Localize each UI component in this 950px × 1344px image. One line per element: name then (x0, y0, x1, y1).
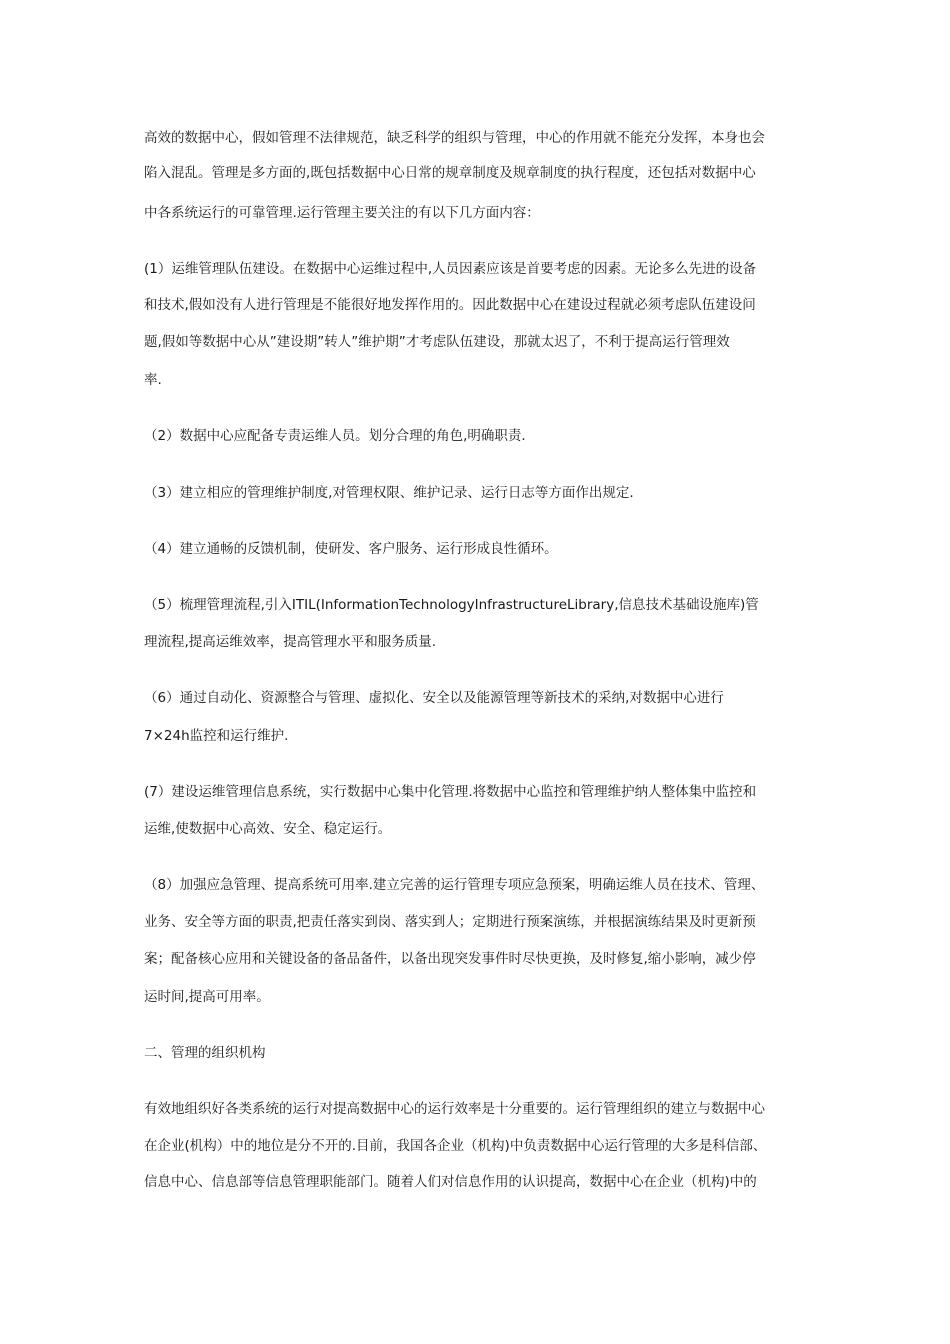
list-item-text: 运维,使数据中心高效、安全、稳定运行。 (144, 821, 392, 837)
body-text-line: 信息中心、信息部等信息管理职能部门。随着人们对信息作用的认识提高，数据中心在企业（机构)中的 (144, 1174, 757, 1190)
list-item-text: 案；配备核心应用和关键设备的备品备件，以备出现突发事件时尽快更换，及时修复,缩小影响，减少停 (144, 951, 756, 967)
body-text-line: 有效地组织好各类系统的运行对提高数据中心的运行效率是十分重要的。运行管理组织的建立与数据中心 (144, 1101, 765, 1117)
body-text-line: 在企业(机构）中的地位是分不开的.目前，我国各企业（机构)中负责数据中心运行管理的大多是科信部、 (144, 1138, 767, 1154)
list-item-text: （6）通过自动化、资源整合与管理、虚拟化、安全以及能源管理等新技术的采纳,对数据中心进行 (144, 690, 724, 706)
list-item-text: 7×24h监控和运行维护. (144, 728, 289, 744)
list-item-text: (1）运维管理队伍建设。在数据中心运维过程中,人员因素应该是首要考虑的因素。无论多么先进的设备 (144, 261, 757, 277)
list-item-text: 业务、安全等方面的职责,把责任落实到岗、落实到人；定期进行预案演练，并根据演练结果及时更新预 (144, 914, 756, 930)
list-item-text: 运时间,提高可用率。 (144, 989, 270, 1005)
list-item-text: 率. (144, 372, 162, 388)
list-item-text: (7）建设运维管理信息系统，实行数据中心集中化管理.将数据中心监控和管理维护纳人整体集中监控和 (144, 784, 757, 800)
list-item-text: （5）梳理管理流程,引入ITIL(InformationTechnologyInfrastructureLibrary,信息技术基础设施库)管 (144, 597, 759, 613)
list-item-text: （8）加强应急管理、提高系统可用率.建立完善的运行管理专项应急预案，明确运维人员在技术、管理、 (144, 877, 765, 893)
body-text-line: 中各系统运行的可靠管理.运行管理主要关注的有以下几方面内容： (144, 205, 540, 221)
list-item-text: （2）数据中心应配备专责运维人员。划分合理的角色,明确职责. (144, 428, 526, 444)
list-item-text: 和技术,假如没有人进行管理是不能很好地发挥作用的。因此数据中心在建设过程就必须考虑队伍建设问 (144, 297, 756, 313)
body-text-line: 高效的数据中心，假如管理不法律规范，缺乏科学的组织与管理，中心的作用就不能充分发挥，本身也会 (144, 130, 765, 146)
body-text-line: 陷入混乱。管理是多方面的,既包括数据中心日常的规章制度及规章制度的执行程度，还包括对数据中心 (144, 165, 756, 181)
list-item-text: （3）建立相应的管理维护制度,对管理权限、维护记录、运行日志等方面作出规定. (144, 485, 634, 501)
section-heading: 二、管理的组织机构 (144, 1045, 266, 1061)
list-item-text: 理流程,提高运维效率，提高管理水平和服务质量. (144, 634, 437, 650)
list-item-text: （4）建立通畅的反馈机制，使研发、客户服务、运行形成良性循环。 (144, 541, 558, 557)
list-item-text: 题,假如等数据中心从”建设期”转人”维护期”才考虑队伍建设，那就太迟了，不利于提高运行管理效 (144, 334, 730, 350)
